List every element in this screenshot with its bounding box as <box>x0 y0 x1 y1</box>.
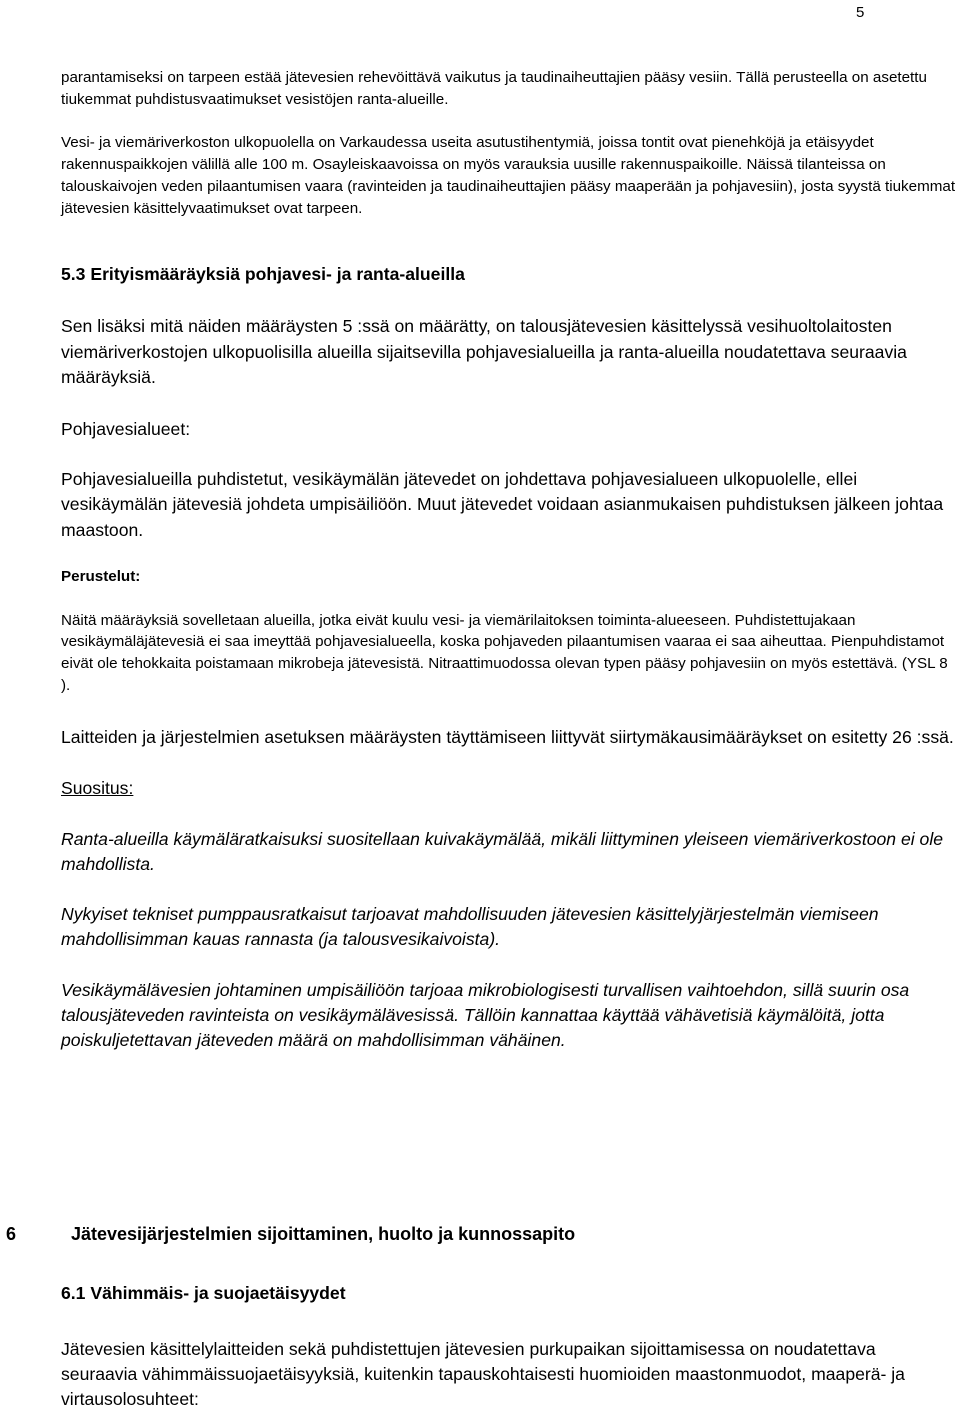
section-6-1-paragraph: Jätevesien käsittelylaitteiden sekä puhdistettujen jätevesien purkupaikan sijoittamisessa on noudatettava seuraavia vähimmäissuojaetäisyyksiä, kuitenkin tapauskohtaisesti huomioiden maastonmuodot, maaperä- ja virtausolosuhteet: <box>61 1339 905 1410</box>
laitteiden-paragraph: Laitteiden ja järjestelmien asetuksen määräysten täyttämiseen liittyvät siirtymäkausimääräykset on esitetty 26 :ssä. <box>61 727 954 748</box>
section-6-number: 6 <box>6 1224 17 1244</box>
pohjavesi-paragraph: Pohjavesialueilla puhdistetut, vesikäymälän jätevedet on johdettava pohjavesialueen ulkopuolelle, ellei vesikäymälän jätevesiä johdeta umpisäiliöön. Muut jätevedet voidaan asianmukaisen puhdistuksen jälkeen johtaa maastoon. <box>61 469 944 540</box>
intro-paragraph-2: Vesi- ja viemäriverkoston ulkopuolella on Varkaudessa useita asutustihentymiä, joissa tontit ovat pienehköjä ja etäisyydet rakennuspaikkojen välillä alle 100 m. Osayleiskaavoissa on myös varauksia uusille rakennuspaikoille. Näissä tilanteissa on talouskaivojen veden pilaantumisen vaara (ravinteiden ja taudinaiheuttajien pääsy maaperään ja pohjavesiin), josta syystä tiukemmat jätevesien käsittelyvaatimukset ovat tarpeen. <box>61 134 956 217</box>
section-6-title: Jätevesijärjestelmien sijoittaminen, huolto ja kunnossapito <box>71 1224 576 1244</box>
section-5-3-intro: Sen lisäksi mitä näiden määräysten 5 :ssä on määrätty, on talousjätevesien käsittelyssä vesihuoltolaitosten viemäriverkostojen ulkopuolisilla alueilla sijaitsevilla pohjavesialueilla ja ranta-alueilla noudatettava seuraavia määräyksiä. <box>61 316 907 387</box>
suositus-heading: Suositus: <box>61 777 134 798</box>
section-6-heading <box>6 1224 906 1250</box>
section-6-1-heading: 6.1 Vähimmäis- ja suojaetäisyydet <box>61 1283 346 1303</box>
page-number: 5 <box>856 4 865 21</box>
perustelut-heading: Perustelut: <box>61 567 141 585</box>
pohjavesi-heading: Pohjavesialueet: <box>61 419 191 440</box>
intro-paragraph-1: parantamiseksi on tarpeen estää jätevesien rehevöittävä vaikutus ja taudinaiheuttajien pääsy vesiin. Tällä perusteella on asetettu tiukemmat puhdistusvaatimukset vesistöjen ranta-alueille. <box>61 69 927 108</box>
suositus-paragraph-1: Ranta-alueilla käymäläratkaisuksi suositellaan kuivakäymälää, mikäli liittyminen yleiseen viemäriverkostoon ei ole mahdollista. <box>61 828 944 874</box>
suositus-paragraph-2: Nykyiset tekniset pumppausratkaisut tarjoavat mahdollisuuden jätevesien käsittelyjärjestelmän viemiseen mahdollisimman kauas rannasta (ja talousvesikaivoista). <box>61 904 879 950</box>
suositus-paragraph-3: Vesikäymälävesien johtaminen umpisäiliöön tarjoaa mikrobiologisesti turvallisen vaihtoehdon, sillä suurin osa talousjäteveden ravinteista on vesikäymälävesissä. Tällöin kannattaa käyttää vähävetisiä käymälöitä, jotta poiskuljetettavan jäteveden määrä on mahdollisimman vähäinen. <box>61 979 910 1050</box>
perustelut-paragraph: Näitä määräyksiä sovelletaan alueilla, jotka eivät kuulu vesi- ja viemärilaitoksen toiminta-alueeseen. Puhdistettujakaan vesikäymäläjätevesiä ei saa imeyttää pohjavesialueella, koska pohjaveden pilaantumisen vaaraa ei saa aiheuttaa. Pienpuhdistamot eivät ole tehokkaita poistamaan mikrobeja jätevesistä. Nitraattimuodossa olevan typen pääsy pohjavesiin on myös estettävä. (YSL 8 ). <box>61 611 948 694</box>
section-5-3-heading: 5.3 Erityismääräyksiä pohjavesi- ja ranta-alueilla <box>61 264 465 285</box>
document-body <box>61 67 956 1053</box>
